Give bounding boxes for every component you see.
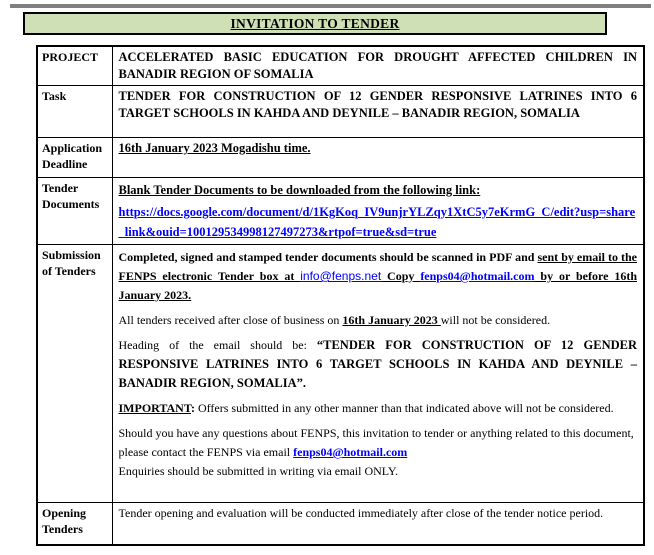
tender-box-email-link[interactable]: info@fenps.net [300, 269, 382, 283]
tender-table [36, 45, 645, 546]
submission-paragraph-2 [119, 311, 638, 330]
submission-p1-copy: Copy [381, 269, 421, 283]
application-deadline-value [112, 138, 644, 178]
opening-tenders-value: Tender opening and evaluation will be conducted immediately after close of the tender notice period. [112, 503, 644, 545]
submission-p5-text: Should you have any questions about FENPS, this invitation to tender or anything related to this document, please contact the FENPS via email [118, 426, 634, 459]
submission-p2-text2: will not be considered. [440, 313, 551, 327]
row-label-project: PROJECT [37, 46, 112, 86]
table-row-tender-documents [37, 178, 644, 245]
submission-of-tenders-value [112, 245, 644, 503]
row-label-opening-tenders: Opening Tenders [37, 503, 112, 545]
contact-email-link[interactable]: fenps04@hotmail.com [293, 445, 408, 459]
tender-documents-value [112, 178, 644, 245]
submission-p3-subject: “TENDER FOR CONSTRUCTION OF 12 GENDER RESPONSIVE LATRINES INTO 6 TARGET SCHOOLS IN KAHDA AND DEYNILE – BANADIR REGION, SOMALIA”. [118, 338, 637, 390]
table-row-task [37, 86, 644, 138]
task-value: TENDER FOR CONSTRUCTION OF 12 GENDER RESPONSIVE LATRINES INTO 6 TARGET SCHOOLS IN KAHDA AND DEYNILE – BANADIR REGION, SOMALIA [112, 86, 644, 138]
row-label-submission-of-tenders: Submission of Tenders [37, 245, 112, 503]
row-label-application-deadline: Application Deadline [37, 138, 112, 178]
title-banner [23, 12, 607, 35]
submission-p2-date: 16th January 2023 [342, 313, 441, 327]
submission-p2-text1: All tenders received after close of business on [118, 313, 343, 327]
submission-p1-deadline: by or before 16th January 2023. [118, 269, 637, 302]
deadline-date: 16th January 2023 Mogadishu time. [118, 141, 311, 155]
submission-paragraph-6: Enquiries should be submitted in writing via email ONLY. [118, 464, 399, 478]
table-row-submission-of-tenders [37, 245, 644, 503]
google-docs-link[interactable]: https://docs.google.com/document/d/1KgKoq_IV9unjrYLZqy1XtC5y7eKrmG_C/edit?usp=share_link&ouid=100129534998127497273&rtpof=true&sd=true [118, 205, 636, 239]
project-value: ACCELERATED BASIC EDUCATION FOR DROUGHT AFFECTED CHILDREN IN BANADIR REGION OF SOMALIA [112, 46, 644, 86]
submission-p3-text: Heading of the email should be: [118, 338, 317, 352]
page-title: INVITATION TO TENDER [230, 16, 400, 31]
submission-paragraph-1 [119, 248, 638, 305]
horizontal-rule [10, 4, 651, 8]
important-keyword: IMPORTANT [118, 401, 191, 415]
important-colon: : [190, 401, 198, 415]
submission-paragraph-4 [119, 399, 638, 418]
documents-heading: Blank Tender Documents to be downloaded from the following link: [118, 183, 481, 197]
table-row-opening-tenders [37, 503, 644, 545]
table-row-project [37, 46, 644, 86]
row-label-task: Task [37, 86, 112, 138]
copy-email-link[interactable]: fenps04@hotmail.com [420, 269, 535, 283]
submission-p4-text: Offers submitted in any other manner than that indicated above will not be considered. [197, 401, 614, 415]
submission-p1-underlined: sent by email to the FENPS electronic Tender box at [118, 250, 637, 283]
submission-paragraph-5 [119, 424, 638, 462]
row-label-tender-documents: Tender Documents [37, 178, 112, 245]
table-row-application-deadline [37, 138, 644, 178]
submission-paragraph-3 [119, 336, 638, 393]
submission-p1-text: Completed, signed and stamped tender documents should be scanned in PDF and [118, 250, 538, 264]
